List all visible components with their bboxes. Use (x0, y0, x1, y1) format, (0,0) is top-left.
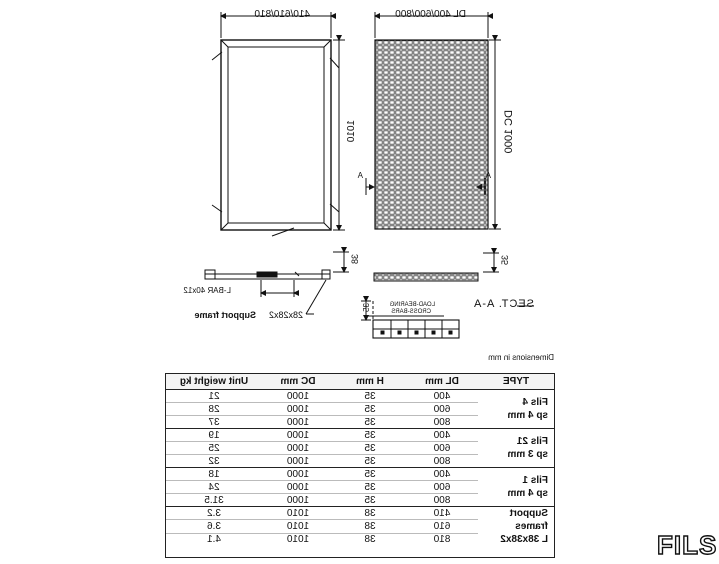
h-cell: 38 (334, 507, 406, 520)
cross-bars-label: CROSS-BARS (391, 309, 431, 315)
col-weight: Unit weight kg (166, 374, 262, 390)
h-cell: 35 (334, 390, 406, 403)
section-mark-right: A (357, 171, 363, 180)
type-cell (478, 429, 554, 468)
col-dc: DC mm (262, 374, 334, 390)
dim-grating-width: DL 400/600/800 (395, 9, 466, 20)
dc-cell: 1000 (262, 442, 334, 455)
type-cell (478, 468, 554, 507)
dl-cell: 400 (406, 429, 478, 442)
weight-cell: 18 (166, 468, 262, 481)
col-dl: DL mm (406, 374, 478, 390)
weight-cell: 3.2 (166, 507, 262, 520)
h-cell: 35 (334, 442, 406, 455)
table-row (166, 507, 554, 520)
weight-cell: 32 (166, 455, 262, 468)
dimensions-note: Dimensions in mm (488, 353, 554, 362)
table-row (166, 468, 554, 481)
type-name: Support frames (509, 508, 548, 532)
load-bearing-label: LOAD-BEARING (389, 302, 435, 308)
support-frame-label: Support frame (194, 310, 256, 320)
type-spec: sp 3 mm (507, 449, 548, 460)
angle-label: 28x28x2 (268, 310, 303, 320)
dl-cell: 800 (406, 455, 478, 468)
dc-cell: 1010 (262, 520, 334, 533)
col-type: TYPE (478, 374, 554, 390)
dc-cell: 1000 (262, 416, 334, 429)
dc-cell: 1000 (262, 494, 334, 507)
dl-cell: 810 (406, 533, 478, 546)
weight-cell: 31.5 (166, 494, 262, 507)
type-spec: sp 4 mm (507, 410, 548, 421)
type-name: Fils 1 (522, 475, 548, 486)
h-cell: 35 (334, 494, 406, 507)
weight-cell: 4.1 (166, 533, 262, 546)
brand-logo: FILS (657, 530, 718, 560)
flat-bar-label: L-BAR 40x12 (183, 286, 231, 295)
type-cell (478, 507, 554, 547)
dc-cell: 1010 (262, 507, 334, 520)
dl-cell: 400 (406, 390, 478, 403)
dc-cell: 1000 (262, 403, 334, 416)
weight-cell: 3.6 (166, 520, 262, 533)
dc-cell: 1000 (262, 390, 334, 403)
table-row (166, 390, 554, 403)
h-cell: 35 (334, 429, 406, 442)
type-spec: L 38x38x2 (500, 534, 548, 545)
table-row (166, 429, 554, 442)
h-cell: 35 (334, 403, 406, 416)
dl-cell: 800 (406, 416, 478, 429)
spec-table (165, 373, 555, 558)
h-cell: 38 (334, 520, 406, 533)
dc-cell: 1000 (262, 455, 334, 468)
dc-cell: 1000 (262, 468, 334, 481)
weight-cell: 24 (166, 481, 262, 494)
type-name: Fils 4 (522, 397, 548, 408)
weight-cell: 25 (166, 442, 262, 455)
dl-cell: 600 (406, 481, 478, 494)
weight-cell: 37 (166, 416, 262, 429)
dim-section-height: 35 (362, 303, 371, 312)
dim-frame-width: 410/610/810 (254, 9, 310, 20)
dl-cell: 610 (406, 520, 478, 533)
dc-cell: 1010 (262, 533, 334, 546)
h-cell: 35 (334, 416, 406, 429)
h-cell: 35 (334, 468, 406, 481)
col-h: H mm (334, 374, 406, 390)
weight-cell: 21 (166, 390, 262, 403)
dl-cell: 400 (406, 468, 478, 481)
dl-cell: 410 (406, 507, 478, 520)
type-cell (478, 390, 554, 429)
dl-cell: 800 (406, 494, 478, 507)
dc-cell: 1000 (262, 429, 334, 442)
h-cell: 35 (334, 481, 406, 494)
section-title: SECT. A-A (473, 298, 534, 310)
h-cell: 38 (334, 533, 406, 546)
dc-cell: 1000 (262, 481, 334, 494)
weight-cell: 19 (166, 429, 262, 442)
section-mark-left: A (485, 171, 491, 180)
dl-cell: 600 (406, 442, 478, 455)
table-header-row (166, 374, 554, 390)
type-name: Fils 21 (516, 436, 548, 447)
h-cell: 35 (334, 455, 406, 468)
type-spec: sp 4 mm (507, 488, 548, 499)
dim-grating-section: 35 (500, 255, 510, 266)
dim-frame-section: 38 (350, 254, 360, 265)
dim-frame-height: 1010 (346, 120, 357, 143)
weight-cell: 28 (166, 403, 262, 416)
dl-cell: 600 (406, 403, 478, 416)
dim-grating-height: DC 1000 (503, 110, 515, 154)
